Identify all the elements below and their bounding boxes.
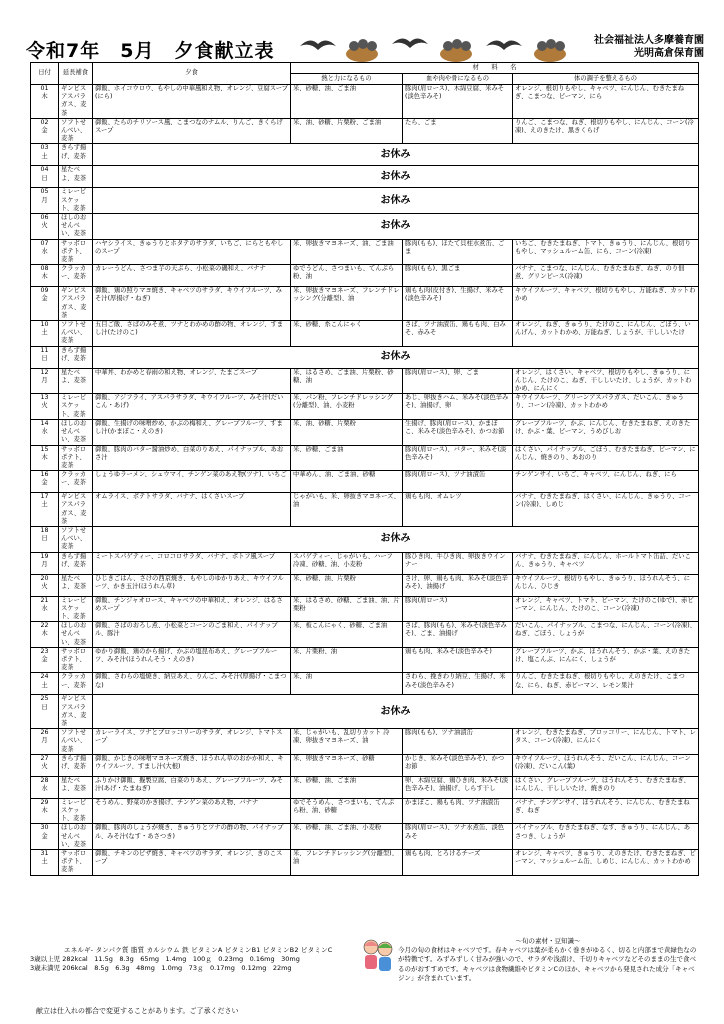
green-group-cell: 豚肉(肩ロース)、木綿豆腐、米みそ(淡色辛みそ) [403,85,513,119]
snack-cell: 星たべよ、麦茶 [59,368,93,394]
nutrition-summary [30,946,332,973]
date-cell [31,214,59,240]
yellow-group-cell: グレープフルーツ、かぶ、ほうれんそう、かぶ・葉、えのきたけ、塩こんぶ、にんにく、しょうが [513,647,699,673]
dinner-cell: 御飯、生揚げの味噌炒め、かぶの梅和え、グレープフルーツ、すまし汁(かまぼこ・えのき) [93,419,291,445]
menu-row [31,394,699,420]
green-group-cell: かじき、米みそ(淡色辛みそ)、かつお節 [403,754,513,776]
yellow-group-cell: りんご、こまつな、ねぎ、根切りもやし、にんじん、コーン(冷凍)、えのきたけ、黒きくらげ [513,118,699,144]
header-dinner: 夕食 [93,63,291,85]
date-day: 07 [40,239,49,247]
green-group-cell: さば、ツナ油漬缶、鶏もも肉、白みそ、赤みそ [403,321,513,347]
green-group-cell: あじ、卵抜きハム、米みそ(淡色辛みそ)、油揚げ、卵 [403,394,513,420]
red-group-cell: 米、パン粉、フレンチドレッシング(分離型)、油、小麦粉 [291,394,403,420]
date-cell [31,850,59,876]
dinner-cell: 御飯、さわらの塩焼き、納豆あえ、りんご、みそ汁(厚揚げ・こまつな) [93,673,291,695]
date-weekday: 水 [41,784,48,792]
menu-row [31,754,699,776]
menu-row [31,850,699,876]
menu-row [31,574,699,596]
date-day: 13 [40,394,49,402]
date-weekday: 日 [41,703,48,711]
dinner-cell: 御飯、チンジャオロース、キャベツの中華和え、オレンジ、はるさめスープ [93,596,291,622]
header-red-group: 熱と力になるもの [291,74,403,85]
green-group-cell: かまぼこ、鶏もも肉、ツナ油漬缶 [403,798,513,824]
green-group-cell: 豚肉(肩ロース)、卵、ごま [403,368,513,394]
dinner-cell: カレーライス、ツナとブロッコリーのサラダ、オレンジ、トマトスープ [93,729,291,755]
snack-cell: ソフトせんべい、麦茶 [59,729,93,755]
nutrition-row: 3歳以上児 282kcal 11.5g 8.3g 65mg 1.4mg 100ｇ 0.23mg 0.16mg 30mg [30,955,300,963]
snack-cell: ミレービスケット、麦茶 [59,188,93,214]
seasonal-tips [398,937,698,983]
date-weekday: 日 [41,174,48,182]
header-snack: 延長補食 [59,63,93,85]
date-weekday: 火 [41,762,48,770]
menu-row [31,798,699,824]
yellow-group-cell: グレープフルーツ、かぶ、にんじん、むきたまねぎ、えのきたけ、かぶ・葉、ピーマン、うめびしお [513,419,699,445]
menu-row [31,471,699,493]
yellow-group-cell: オレンジ、はくさい、キャベツ、根切りもやし、きゅうり、にんじん、たけのこ、ねぎ、干ししいたけ、しょうが、カットわかめ、にんにく [513,368,699,394]
menu-row [31,265,699,287]
date-weekday: 月 [41,376,48,384]
date-weekday: 日 [41,535,48,543]
organization-name [594,34,704,60]
date-cell [31,574,59,596]
menu-row [31,287,699,321]
snack-cell: きらず揚げ、麦茶 [59,552,93,574]
date-weekday: 木 [41,630,48,638]
yellow-group-cell: はくさい、パイナップル、ごぼう、むきたまねぎ、ピーマン、にんじん、焼きのり、あおのり [513,445,699,471]
snack-cell: ほしのおせんべい、麦茶 [59,622,93,648]
snack-cell: 星たべよ、麦茶 [59,574,93,596]
dinner-cell: 御飯、チキンのピザ焼き、キャベツのサラダ、オレンジ、きのこスープ [93,850,291,876]
snack-cell: ミレービスケット、麦茶 [59,798,93,824]
holiday-cell: お休み [93,166,699,188]
date-weekday: 土 [41,501,48,509]
dinner-cell: 五目ご飯、さばのみそ煮、ツナとわかめの酢の物、オレンジ、すまし汁(たけのこ) [93,321,291,347]
holiday-row [31,695,699,729]
red-group-cell: 米、砂糖、ごま油 [291,445,403,471]
date-day: 04 [40,166,49,174]
date-weekday: 日 [41,354,48,362]
children-illustration [360,937,396,975]
dinner-cell: 中華丼、わかめと春雨の和え物、オレンジ、たまごスープ [93,368,291,394]
holiday-cell: お休み [93,346,699,368]
red-group-cell: 米、油、砂糖、片栗粉 [291,419,403,445]
red-group-cell: 米、砂糖、油、ごま油 [291,776,403,798]
date-weekday: 月 [41,196,48,204]
snack-cell: ほしのおせんべい、麦茶 [59,419,93,445]
holiday-row [31,166,699,188]
yellow-group-cell: キウイフルーツ、グリーンアスパラガス、だいこん、きゅうり、コーン(冷凍)、カットわかめ [513,394,699,420]
dinner-cell: ゆかり御飯、鶏のから揚げ、かぶの塩昆布あえ、グレープフルーツ、みそ汁(ほうれんそう・えのき) [93,647,291,673]
date-day: 11 [40,346,49,354]
menu-row [31,419,699,445]
green-group-cell: 鶏もも肉、とろけるチーズ [403,850,513,876]
green-group-cell: さけ、卵、鶏もも肉、米みそ(淡色辛みそ)、油揚げ [403,574,513,596]
snack-cell: ミレービスケット、麦茶 [59,596,93,622]
date-cell [31,824,59,850]
snack-cell: きらず揚げ、麦茶 [59,144,93,166]
date-day: 29 [40,798,49,806]
date-day: 14 [40,419,49,427]
date-cell [31,368,59,394]
yellow-group-cell: キウイフルーツ、ほうれんそう、だいこん、にんじん、コーン(冷凍)、だいこん(葉) [513,754,699,776]
swallow-icon [486,40,522,50]
holiday-cell: お休み [93,144,699,166]
red-group-cell: 米、油 [291,673,403,695]
date-cell [31,419,59,445]
menu-row [31,118,699,144]
yellow-group-cell: キウイフルーツ、キャベツ、根切りもやし、万能ねぎ、カットわかめ [513,287,699,321]
green-group-cell: 生揚げ、豚肉(肩ロース)、かまぼこ、米みそ(淡色辛みそ)、かつお節 [403,419,513,445]
date-cell [31,622,59,648]
yellow-group-cell: いちご、むきたまねぎ、トマト、きゅうり、にんじん、根切りもやし、マッシュルーム缶、にら、コーン(冷凍) [513,239,699,265]
date-day: 23 [40,647,49,655]
date-weekday: 土 [41,152,48,160]
nest-icon [534,39,566,62]
green-group-cell: 豚ひき肉、牛ひき肉、卵抜きウインナー [403,552,513,574]
green-group-cell: 鶏もも肉、米みそ(淡色辛みそ) [403,647,513,673]
menu-row [31,368,699,394]
header-materials: 材 料 名 [291,63,699,74]
birds-illustration [300,32,590,64]
green-group-cell: 豚肉(肩ロース)、ツナ水煮缶、淡色みそ [403,824,513,850]
date-cell [31,239,59,265]
yellow-group-cell: はくさい、グレープフルーツ、ほうれんそう、むきたまねぎ、にんじん、干ししいたけ、焼きのり [513,776,699,798]
date-weekday: 金 [41,295,48,303]
date-cell [31,445,59,471]
green-group-cell: 卵、木綿豆腐、鶏ひき肉、米みそ(淡色辛みそ)、油揚げ、しらす干し [403,776,513,798]
nest-icon [346,39,378,62]
menu-row [31,622,699,648]
date-cell [31,596,59,622]
menu-row [31,776,699,798]
red-group-cell: スパゲティー、じゃがいも、ハーフ 冷凍、砂糖、油、小麦粉 [291,552,403,574]
menu-row [31,647,699,673]
date-cell [31,493,59,527]
date-day: 25 [40,695,49,703]
holiday-row [31,526,699,552]
date-day: 02 [40,118,49,126]
snack-cell: ギンビスアスパラガス、麦茶 [59,695,93,729]
dinner-cell: ハヤシライス、きゅうりとホタテのサラダ、いちご、にらともやしのスープ [93,239,291,265]
date-cell [31,394,59,420]
date-cell [31,85,59,119]
yellow-group-cell: バナナ、こまつな、にんじん、むきたまねぎ、ねぎ、のり佃煮、グリンピース(冷凍) [513,265,699,287]
nest-icon [440,39,472,62]
date-day: 31 [40,850,49,857]
red-group-cell: 中華めん、油、ごま油、砂糖 [291,471,403,493]
date-cell [31,776,59,798]
yellow-group-cell: だいこん、パイナップル、こまつな、にんじん、コーン(冷凍)、ねぎ、ごぼう、しょうが [513,622,699,648]
date-weekday: 火 [41,222,48,230]
holiday-row [31,214,699,240]
menu-row [31,239,699,265]
dinner-cell: 御飯、豚肉のしょうが焼き、きゅうりとツナの酢の物、パイナップル、みそ汁(なす・あさつき) [93,824,291,850]
date-day: 30 [40,824,49,832]
yellow-group-cell: バナナ、むきたまねぎ、はくさい、にんじん、きゅうり、コーン(冷凍)、しめじ [513,493,699,527]
yellow-group-cell: オレンジ、ねぎ、きゅうり、たけのこ、にんじん、ごぼう、いんげん、カットわかめ、万能ねぎ、しょうが、干ししいたけ [513,321,699,347]
date-cell [31,729,59,755]
yellow-group-cell: チンゲンサイ、いちご、キャベツ、にんじん、ねぎ、にら [513,471,699,493]
org-line: 社会福祉法人多摩養育園 [594,35,704,46]
snack-cell: ソフトせんべい、麦茶 [59,118,93,144]
date-weekday: 木 [41,93,48,101]
snack-cell: 星たべよ、麦茶 [59,166,93,188]
holiday-cell: お休み [93,188,699,214]
red-group-cell: ゆでそうめん、さつまいも、てんぷら粉、油、砂糖 [291,798,403,824]
menu-row [31,445,699,471]
dinner-cell: 御飯、アジフライ、アスパラサラダ、キウイフルーツ、みそ汁(だいこん・あげ) [93,394,291,420]
header-green-group: 血や肉や骨になるもの [403,74,513,85]
red-group-cell: 米、卵抜きマヨネーズ、油、ごま油 [291,239,403,265]
nutrition-row: 3歳未満児 206kcal 8.5g 6.3g 48mg 1.0mg 73ｇ 0.17mg 0.12mg 22mg [30,964,292,972]
header-date: 日付 [31,63,59,85]
date-weekday: 土 [41,681,48,689]
date-day: 01 [40,85,49,92]
dinner-cell: 御飯、かじきの味噌マヨネーズ焼き、ほうれん草のおかか和え、キウイフルーツ、すまし汁(大根) [93,754,291,776]
green-group-cell: さわら、挽きわり納豆、生揚げ、米みそ(淡色辛みそ) [403,673,513,695]
green-group-cell: 豚肉(もも)、ツナ油漬缶 [403,729,513,755]
red-group-cell: 米、板こんにゃく、砂糖、ごま油 [291,622,403,648]
date-cell [31,526,59,552]
red-group-cell: 米、片栗粉、油 [291,647,403,673]
date-day: 10 [40,321,49,329]
snack-cell: サッポロポテト、麦茶 [59,850,93,876]
menu-row [31,824,699,850]
dinner-cell: そうめん、野菜のかき揚げ、チンゲン菜のあえ物、バナナ [93,798,291,824]
snack-cell: クラッカー、麦茶 [59,471,93,493]
swallow-icon [392,38,428,48]
yellow-group-cell: バナナ、むきたまねぎ、にんじん、ホールトマト缶詰、だいこん、きゅうり、キャベツ [513,552,699,574]
nutrition-header: エネルギ- タンパク質 脂質 カルシウム 鉄 ビタミンA ビタミンB1 ビタミンB2 ビタミンC [64,946,333,954]
date-day: 09 [40,287,49,295]
date-weekday: 金 [41,127,48,135]
holiday-cell: お休み [93,695,699,729]
date-day: 06 [40,214,49,222]
date-day: 19 [40,552,49,560]
date-weekday: 金 [41,655,48,663]
date-cell [31,346,59,368]
dinner-cell: 御飯、鶏の照りマヨ焼き、キャベツのサラダ、キウイフルーツ、みそ汁(厚揚げ・ねぎ) [93,287,291,321]
dinner-menu-table [30,62,699,876]
red-group-cell: 米、じゃがいも、乱切りカット 冷凍、卵抜きマヨネーズ、油 [291,729,403,755]
date-cell [31,166,59,188]
date-weekday: 水 [41,604,48,612]
yellow-group-cell: オレンジ、根切りもやし、キャベツ、にんじん、むきたまねぎ、こまつな、ピーマン、にら [513,85,699,119]
red-group-cell: 米、砂糖、油、片栗粉 [291,574,403,596]
snack-cell: きらず揚げ、麦茶 [59,754,93,776]
green-group-cell: 鶏もも肉、オムレツ [403,493,513,527]
dinner-cell: 御飯、ホイコウロウ、もやしの中華風和え物、オレンジ、豆腐スープ(にら) [93,85,291,119]
date-weekday: 火 [41,582,48,590]
date-day: 27 [40,754,49,762]
date-day: 18 [40,526,49,534]
snack-cell: クラッカー、麦茶 [59,265,93,287]
date-weekday: 金 [41,832,48,840]
green-group-cell: 豚肉(もも)、ほたて貝柱水煮缶、ごま [403,239,513,265]
green-group-cell: 豚肉(肩ロース)、バター、米みそ(淡色辛みそ) [403,445,513,471]
swallow-icon [300,40,336,50]
date-day: 05 [40,188,49,196]
date-weekday: 火 [41,402,48,410]
yellow-group-cell: パイナップル、むきたまねぎ、なす、きゅうり、にんじん、あさつき、しょうが [513,824,699,850]
menu-row [31,493,699,527]
date-weekday: 土 [41,329,48,337]
menu-row [31,596,699,622]
snack-cell: ほしのおせんべい、麦茶 [59,824,93,850]
snack-cell: サッポロポテト、麦茶 [59,445,93,471]
red-group-cell: 米、卵抜きマヨネーズ、砂糖 [291,754,403,776]
snack-cell: サッポロポテト、麦茶 [59,239,93,265]
date-weekday: 月 [41,560,48,568]
yellow-group-cell: りんご、むきたまねぎ、根切りもやし、えのきたけ、こまつな、にら、ねぎ、赤ピーマン、レモン果汁 [513,673,699,695]
yellow-group-cell: オレンジ、キャベツ、きゅうり、えのきたけ、むきたまねぎ、ピーマン、マッシュルーム缶、しめじ、にんじん、カットわかめ [513,850,699,876]
date-day: 15 [40,445,49,453]
yellow-group-cell: オレンジ、むきたまねぎ、ブロッコリー、にんじん、トマト、レタス、コーン(冷凍)、にんにく [513,729,699,755]
red-group-cell: 米、はるさめ、砂糖、ごま油、油、片栗粉 [291,596,403,622]
dinner-cell: ひじきごはん、さけの西京焼き、もやしのゆかりあえ、キウイフルーツ、かき玉汁(ほうれん草) [93,574,291,596]
date-weekday: 木 [41,273,48,281]
red-group-cell: 米、油、砂糖、片栗粉、ごま油 [291,118,403,144]
snack-cell: ギンビスアスパラガス、麦茶 [59,85,93,119]
dinner-cell: 御飯、さばのおろし煮、小松菜とコーンのごま和え、パイナップル、豚汁 [93,622,291,648]
date-cell [31,552,59,574]
date-weekday: 水 [41,428,48,436]
dinner-cell: 御飯、豚肉のバター醤油炒め、白菜のりあえ、パイナップル、あおさ汁 [93,445,291,471]
red-group-cell: 米、卵抜きマヨネーズ、フレンチドレッシング(分離型)、油 [291,287,403,321]
snack-cell: ミレービスケット、麦茶 [59,394,93,420]
date-weekday: 金 [41,479,48,487]
date-day: 03 [40,144,49,152]
date-cell [31,471,59,493]
snack-cell: サッポロポテト、麦茶 [59,647,93,673]
date-day: 20 [40,574,49,582]
red-group-cell: 米、砂糖、糸こんにゃく [291,321,403,347]
holiday-cell: お休み [93,526,699,552]
dinner-cell: ミートスパゲティー、コロコロサラダ、バナナ、ポトフ風スープ [93,552,291,574]
date-day: 08 [40,265,49,273]
snack-cell: きらず揚げ、麦茶 [59,346,93,368]
green-group-cell: さば、豚肉(もも)、米みそ(淡色辛みそ)、ごま、油揚げ [403,622,513,648]
date-day: 24 [40,673,49,681]
red-group-cell: 米、はるさめ、ごま油、片栗粉、砂糖、油 [291,368,403,394]
yellow-group-cell: キウイフルーツ、根切りもやし、きゅうり、ほうれんそう、にんじん、ひじき [513,574,699,596]
dinner-cell: 御飯、たらのチリソース風、こまつなのナムル、りんご、きくらげスープ [93,118,291,144]
date-cell [31,321,59,347]
holiday-cell: お休み [93,214,699,240]
snack-cell: ソフトせんべい、麦茶 [59,526,93,552]
date-day: 28 [40,776,49,784]
snack-cell: ソフトせんべい、麦茶 [59,321,93,347]
date-weekday: 土 [41,858,48,866]
menu-row [31,85,699,119]
date-cell [31,647,59,673]
date-cell [31,673,59,695]
snack-cell: 星たべよ、麦茶 [59,776,93,798]
date-day: 16 [40,471,49,479]
red-group-cell: じゃがいも、米、卵抜きマヨネーズ、油 [291,493,403,527]
date-cell [31,798,59,824]
date-cell [31,695,59,729]
date-cell [31,754,59,776]
green-group-cell: 鶏もも肉(皮付き)、生揚げ、米みそ(淡色辛みそ) [403,287,513,321]
date-day: 12 [40,368,49,376]
footer-note: 献立は仕入れの都合で変更することがあります。ご了承ください [36,1007,239,1015]
red-group-cell: ゆでうどん、さつまいも、てんぷら粉、油 [291,265,403,287]
yellow-group-cell: バナナ、チンゲンサイ、ほうれんそう、にんじん、むきたまねぎ、ねぎ [513,798,699,824]
holiday-row [31,144,699,166]
menu-row [31,321,699,347]
snack-cell: ギンビスアスパラガス、麦茶 [59,287,93,321]
snack-cell: ほしのおせんべい、麦茶 [59,214,93,240]
menu-row [31,552,699,574]
holiday-row [31,188,699,214]
date-weekday: 木 [41,453,48,461]
header-yellow-group: 体の調子を整えるもの [513,74,699,85]
date-day: 22 [40,622,49,630]
date-cell [31,118,59,144]
date-weekday: 木 [41,806,48,814]
page-title: 令和7年 5月 夕食献立表 [26,40,275,62]
tips-title: ～旬の素材・豆知識～ [515,937,581,945]
green-group-cell: 豚肉(肩ロース)、ツナ油漬缶 [403,471,513,493]
date-cell [31,287,59,321]
green-group-cell: 豚肉(肩ロース) [403,596,513,622]
yellow-group-cell: オレンジ、キャベツ、トマト、ピーマン、たけのこ(ゆで)、赤ピーマン、にんじん、たけのこ、コーン(冷凍) [513,596,699,622]
date-weekday: 月 [41,737,48,745]
holiday-row [31,346,699,368]
snack-cell: クラッカー、麦茶 [59,673,93,695]
dinner-cell: しょうゆラーメン、シュウマイ、チンゲン菜のあえ物(ツナ)、いちご [93,471,291,493]
green-group-cell: たら、ごま [403,118,513,144]
date-day: 21 [40,596,49,604]
red-group-cell: 米、砂糖、油、ごま油、小麦粉 [291,824,403,850]
dinner-cell: ふりかけ御飯、擬製豆腐、白菜のりあえ、グレープフルーツ、みそ汁(あげ・たまねぎ) [93,776,291,798]
snack-cell: ギンビスアスパラガス、麦茶 [59,493,93,527]
red-group-cell: 米、フレンチドレッシング(分離型)、油 [291,850,403,876]
date-day: 26 [40,729,49,737]
dinner-cell: カレーうどん、さつま芋の天ぷら、小松菜の磯和え、バナナ [93,265,291,287]
dinner-cell: オムライス、ポテトサラダ、バナナ、はくさいスープ [93,493,291,527]
date-cell [31,188,59,214]
date-day: 17 [40,493,49,501]
menu-row [31,729,699,755]
green-group-cell: 豚肉(もも)、黒ごま [403,265,513,287]
tips-body: 今月の旬の食材はキャベツです。春キャベツは葉が柔らかく巻きがゆるく、切ると内部まで黄緑色なのが特徴です。みずみずしく甘みが強いので、サラダや浅漬け、千切りキャベツなどそのままの生で食べるのがおすすめです。キャベツは食物繊維やビタミンCのほか、キャベツから発見された成分「キャベジン」が含まれています。 [398,946,697,982]
date-cell [31,265,59,287]
date-weekday: 水 [41,247,48,255]
menu-row [31,673,699,695]
org-line: 光明高倉保育園 [634,48,704,59]
date-cell [31,144,59,166]
red-group-cell: 米、砂糖、油、ごま油 [291,85,403,119]
